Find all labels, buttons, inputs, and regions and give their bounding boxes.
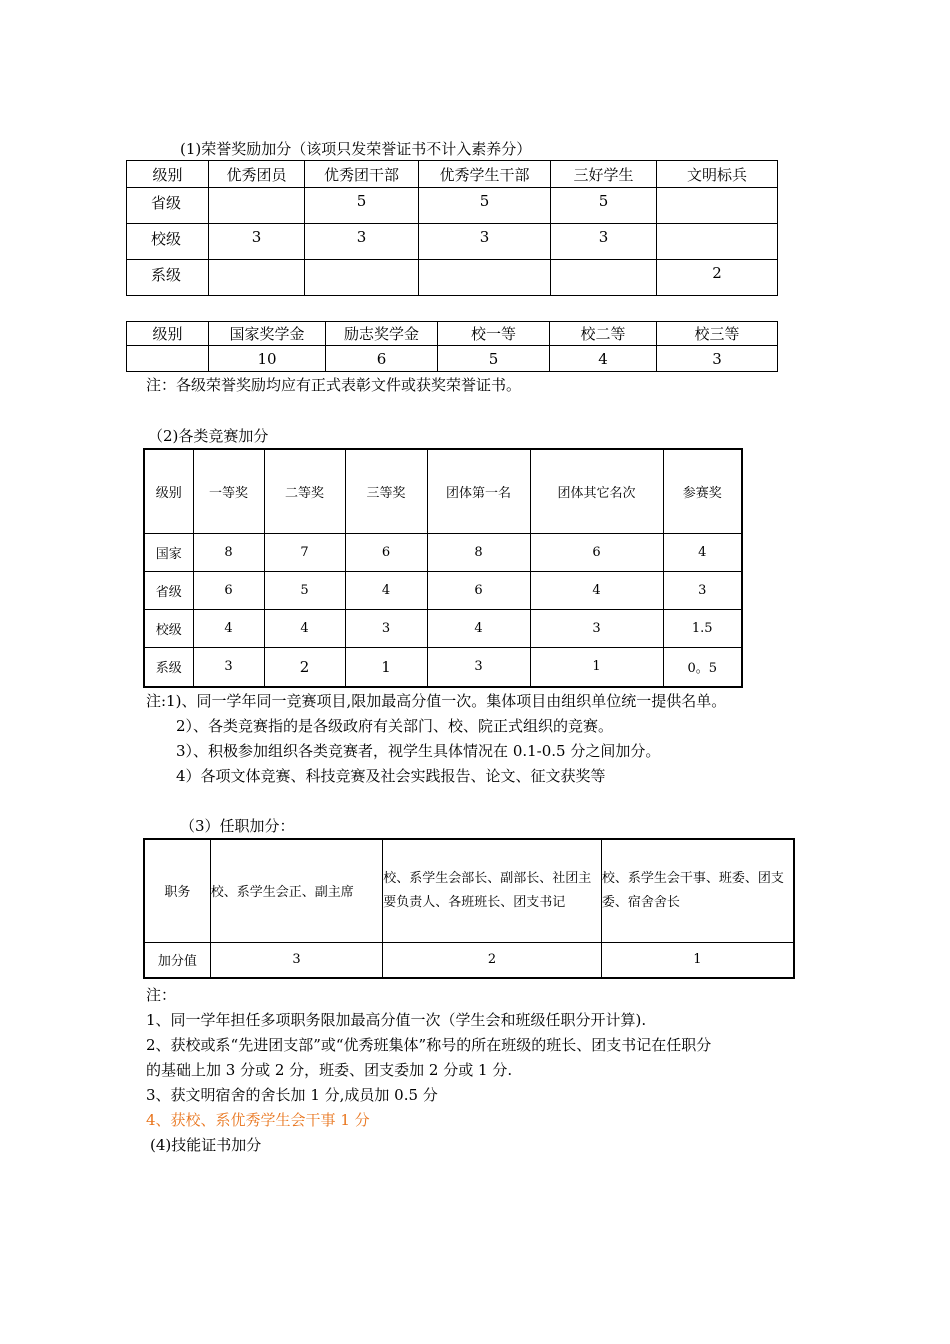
section2-note-1: 注:1)、同一学年同一竞赛项目,限加最高分值一次。集体项目由组织单位统一提供名单。	[146, 692, 727, 710]
table-cell: 3	[419, 224, 551, 260]
table-cell: 8	[193, 533, 264, 571]
table-cell: 3	[210, 942, 383, 978]
table-row	[144, 647, 742, 687]
section2-note-4: 4）各项文体竞赛、科技竞赛及社会实践报告、论文、征文获奖等	[176, 767, 606, 785]
table-cell: 5	[551, 188, 657, 224]
table-cell: 3	[657, 346, 778, 372]
table-cell: 4	[663, 533, 742, 571]
table-header-cell: 校三等	[657, 322, 778, 346]
section4-title: (4)技能证书加分	[150, 1136, 262, 1154]
table-cell: 3	[345, 609, 427, 647]
table-cell: 2	[657, 260, 778, 296]
section3-note-2-cont: 的基础上加 3 分或 2 分，班委、团支委加 2 分或 1 分.	[146, 1061, 513, 1079]
table-cell: 3	[209, 224, 305, 260]
table-header-row	[144, 449, 742, 533]
table-cell: 4	[193, 609, 264, 647]
table-header-cell: 优秀团员	[209, 161, 305, 188]
table-cell: 国家	[144, 533, 193, 571]
table-cell: 1	[601, 942, 794, 978]
table-cell: 校、系学生会部长、副部长、社团主要负责人、各班班长、团支书记	[383, 839, 602, 942]
table-header-cell: 校二等	[550, 322, 657, 346]
table-header-cell: 一等奖	[193, 449, 264, 533]
table-cell: 8	[427, 533, 530, 571]
table-cell: 职务	[144, 839, 210, 942]
table-cell	[657, 224, 778, 260]
table-cell: 6	[427, 571, 530, 609]
table-cell: 1	[530, 647, 663, 687]
table-header-row	[127, 322, 778, 346]
table-row	[127, 260, 778, 296]
table-cell: 4	[345, 571, 427, 609]
table-cell: 0。5	[663, 647, 742, 687]
section2-note-3: 3）、积极参加组织各类竞赛者，视学生具体情况在 0.1-0.5 分之间加分。	[176, 742, 661, 760]
table-cell: 4	[264, 609, 345, 647]
table-header-cell: 参赛奖	[663, 449, 742, 533]
table-row	[127, 188, 778, 224]
table-cell	[305, 260, 419, 296]
section3-note-4-highlight: 4、获校、系优秀学生会干事 1 分	[146, 1111, 370, 1129]
table-cell: 校、系学生会正、副主席	[210, 839, 383, 942]
table-header-cell: 文明标兵	[657, 161, 778, 188]
table-cell: 省级	[144, 571, 193, 609]
table-cell	[551, 260, 657, 296]
table-cell: 3	[193, 647, 264, 687]
table-cell: 4	[530, 571, 663, 609]
table-cell: 2	[264, 647, 345, 687]
table-cell	[127, 346, 209, 372]
table-header-cell: 优秀团干部	[305, 161, 419, 188]
table-cell: 省级	[127, 188, 209, 224]
table-cell: 10	[209, 346, 326, 372]
table-row	[144, 571, 742, 609]
table-cell: 1	[345, 647, 427, 687]
table-cell: 系级	[144, 647, 193, 687]
table-cell: 3	[305, 224, 419, 260]
table-cell: 5	[419, 188, 551, 224]
table-row	[144, 942, 794, 978]
section2-title: （2)各类竞赛加分	[148, 427, 269, 445]
table-cell: 7	[264, 533, 345, 571]
section2-note-2: 2）、各类竞赛指的是各级政府有关部门、校、院正式组织的竞赛。	[176, 717, 614, 735]
position-table	[143, 838, 795, 979]
table-cell: 6	[530, 533, 663, 571]
table-row	[144, 839, 794, 942]
table-cell: 6	[345, 533, 427, 571]
section3-note-label: 注：	[146, 986, 177, 1004]
table-cell: 5	[264, 571, 345, 609]
honor-award-table	[126, 160, 778, 296]
table-cell: 3	[530, 609, 663, 647]
section3-title: （3）任职加分：	[180, 817, 295, 835]
table-row	[127, 224, 778, 260]
table-cell: 系级	[127, 260, 209, 296]
table-cell: 加分值	[144, 942, 210, 978]
scholarship-table	[126, 321, 778, 372]
table-row	[144, 609, 742, 647]
table-cell	[419, 260, 551, 296]
table-header-cell: 励志奖学金	[326, 322, 438, 346]
table-cell	[657, 188, 778, 224]
table-cell: 4	[550, 346, 657, 372]
table-cell: 1.5	[663, 609, 742, 647]
table-header-cell: 团体其它名次	[530, 449, 663, 533]
section1-title: (1)荣誉奖励加分（该项只发荣誉证书不计入素养分）	[180, 140, 532, 158]
section3-note-2: 2、获校或系“先进团支部”或“优秀班集体”称号的所在班级的班长、团支书记在任职分	[146, 1036, 712, 1054]
table-header-cell: 二等奖	[264, 449, 345, 533]
table-header-cell: 级别	[127, 161, 209, 188]
table-cell: 3	[551, 224, 657, 260]
table-cell: 3	[427, 647, 530, 687]
table-row	[127, 346, 778, 372]
table-cell	[209, 188, 305, 224]
table-cell: 2	[383, 942, 602, 978]
table-cell: 6	[326, 346, 438, 372]
table-cell: 4	[427, 609, 530, 647]
table-header-cell: 级别	[127, 322, 209, 346]
table-header-cell: 级别	[144, 449, 193, 533]
table-cell	[209, 260, 305, 296]
table-cell: 5	[438, 346, 550, 372]
competition-table	[143, 448, 743, 688]
table-cell: 校、系学生会干事、班委、团支委、宿舍舍长	[601, 839, 794, 942]
table-cell: 3	[663, 571, 742, 609]
table-cell: 校级	[127, 224, 209, 260]
section3-note-3: 3、获文明宿舍的舍长加 1 分,成员加 0.5 分	[146, 1086, 438, 1104]
table-cell: 校级	[144, 609, 193, 647]
table-header-cell: 三好学生	[551, 161, 657, 188]
table-header-cell: 团体第一名	[427, 449, 530, 533]
table-header-cell: 校一等	[438, 322, 550, 346]
table-cell: 6	[193, 571, 264, 609]
table-cell: 5	[305, 188, 419, 224]
section1-note: 注：各级荣誉奖励均应有正式表彰文件或获奖荣誉证书。	[146, 376, 522, 394]
table-header-row	[127, 161, 778, 188]
table-header-cell: 国家奖学金	[209, 322, 326, 346]
table-header-cell: 三等奖	[345, 449, 427, 533]
section3-note-1: 1、同一学年担任多项职务限加最高分值一次（学生会和班级任职分开计算).	[146, 1011, 647, 1029]
table-header-cell: 优秀学生干部	[419, 161, 551, 188]
table-row	[144, 533, 742, 571]
